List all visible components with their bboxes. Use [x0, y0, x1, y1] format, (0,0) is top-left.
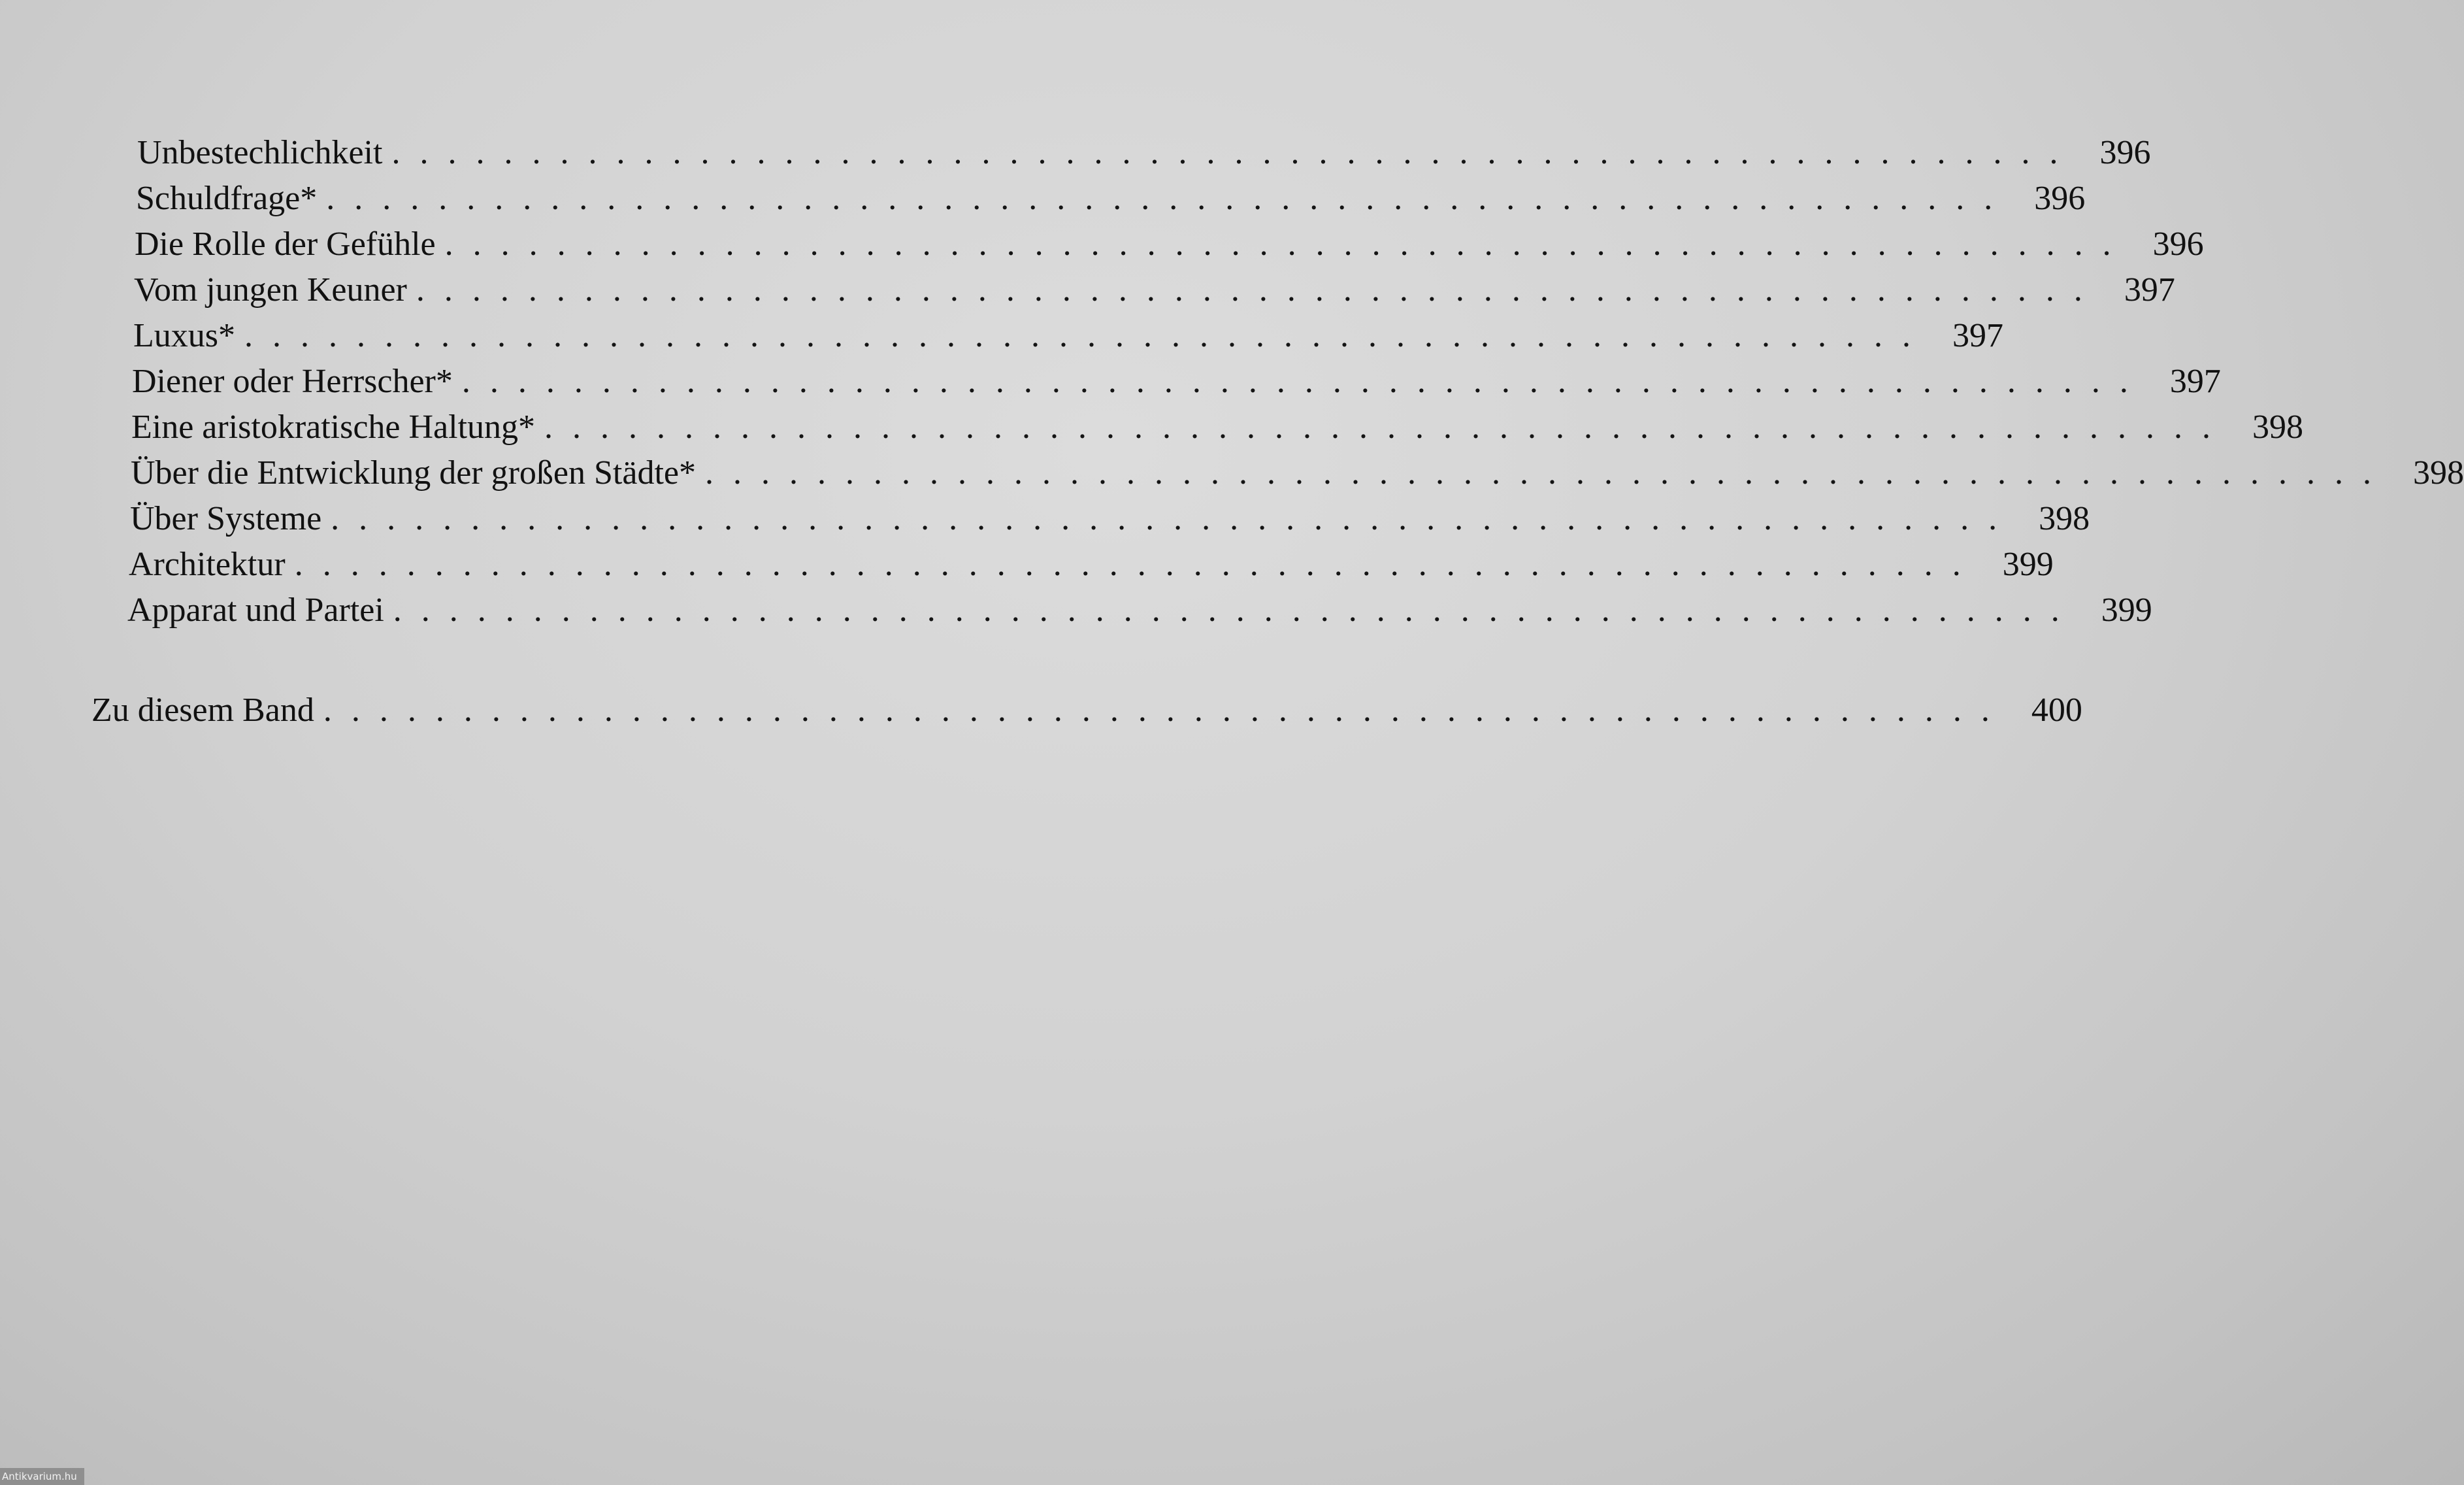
toc-entry-title: Apparat und Partei	[127, 592, 384, 629]
toc-entry-title: Luxus*	[133, 317, 235, 354]
toc-entry-title: Architektur	[129, 546, 286, 583]
leader-dots: ............................................................	[416, 271, 2102, 309]
toc-entry-title: Die Rolle der Gefühle	[135, 225, 436, 263]
leader-dots: ............................................................	[393, 592, 2079, 629]
toc-entry-title: Eine aristokratische Haltung*	[131, 409, 536, 446]
leader-dots: ............................................................	[461, 363, 2148, 400]
toc-entry-page: 399	[2002, 546, 2054, 583]
toc-entry	[133, 310, 2003, 356]
toc-entry-title: Zu diesem Band	[91, 692, 314, 729]
toc-entry	[134, 265, 2175, 310]
toc-entry-page: 396	[2034, 180, 2086, 217]
toc-entry	[127, 585, 2152, 631]
watermark: Antikvarium.hu	[0, 1468, 84, 1485]
toc-entry	[136, 173, 2086, 219]
toc-entry-page: 398	[2039, 500, 2090, 537]
toc-entry-page: 396	[2152, 225, 2204, 263]
toc-entry-page: 397	[1952, 317, 2003, 354]
toc-entry-title: Diener oder Herrscher*	[132, 363, 453, 400]
toc-entry-title: Über Systeme	[130, 500, 322, 537]
toc-entry	[135, 219, 2204, 265]
toc-entry-title: Unbestechlichkeit	[137, 134, 383, 171]
toc-entry	[129, 539, 2054, 585]
toc-entry-title: Schuldfrage*	[136, 180, 318, 217]
leader-dots: ............................................................	[444, 225, 2131, 263]
toc-entry-title: Vom jungen Keuner	[134, 271, 407, 309]
toc-entry-page: 398	[2252, 409, 2304, 446]
toc-entry-page: 399	[2101, 592, 2152, 629]
toc-entry-page: 400	[2031, 692, 2082, 729]
leader-dots: ............................................................	[331, 500, 2017, 537]
leader-dots: ............................................................	[391, 134, 2078, 171]
toc-entry	[130, 493, 2090, 539]
toc-entry	[137, 127, 2151, 173]
toc-entry-title: Über die Entwicklung der großen Städte*	[131, 454, 696, 492]
leader-dots: ............................................................	[326, 180, 2012, 217]
leader-dots: ............................................................	[294, 546, 1980, 583]
toc-entry	[131, 448, 2464, 493]
toc-entry	[132, 356, 2221, 402]
leader-dots: ............................................................	[244, 317, 1930, 354]
toc-final-entry	[91, 685, 2082, 731]
toc-entry-page: 396	[2099, 134, 2151, 171]
toc-entry-page: 397	[2169, 363, 2221, 400]
leader-dots: ............................................................	[704, 454, 2391, 492]
leader-dots: ............................................................	[323, 692, 2009, 729]
leader-dots: ............................................................	[544, 409, 2231, 446]
toc-entry	[131, 402, 2304, 448]
toc-entry-page: 398	[2412, 454, 2464, 492]
toc-entry-page: 397	[2124, 271, 2175, 309]
